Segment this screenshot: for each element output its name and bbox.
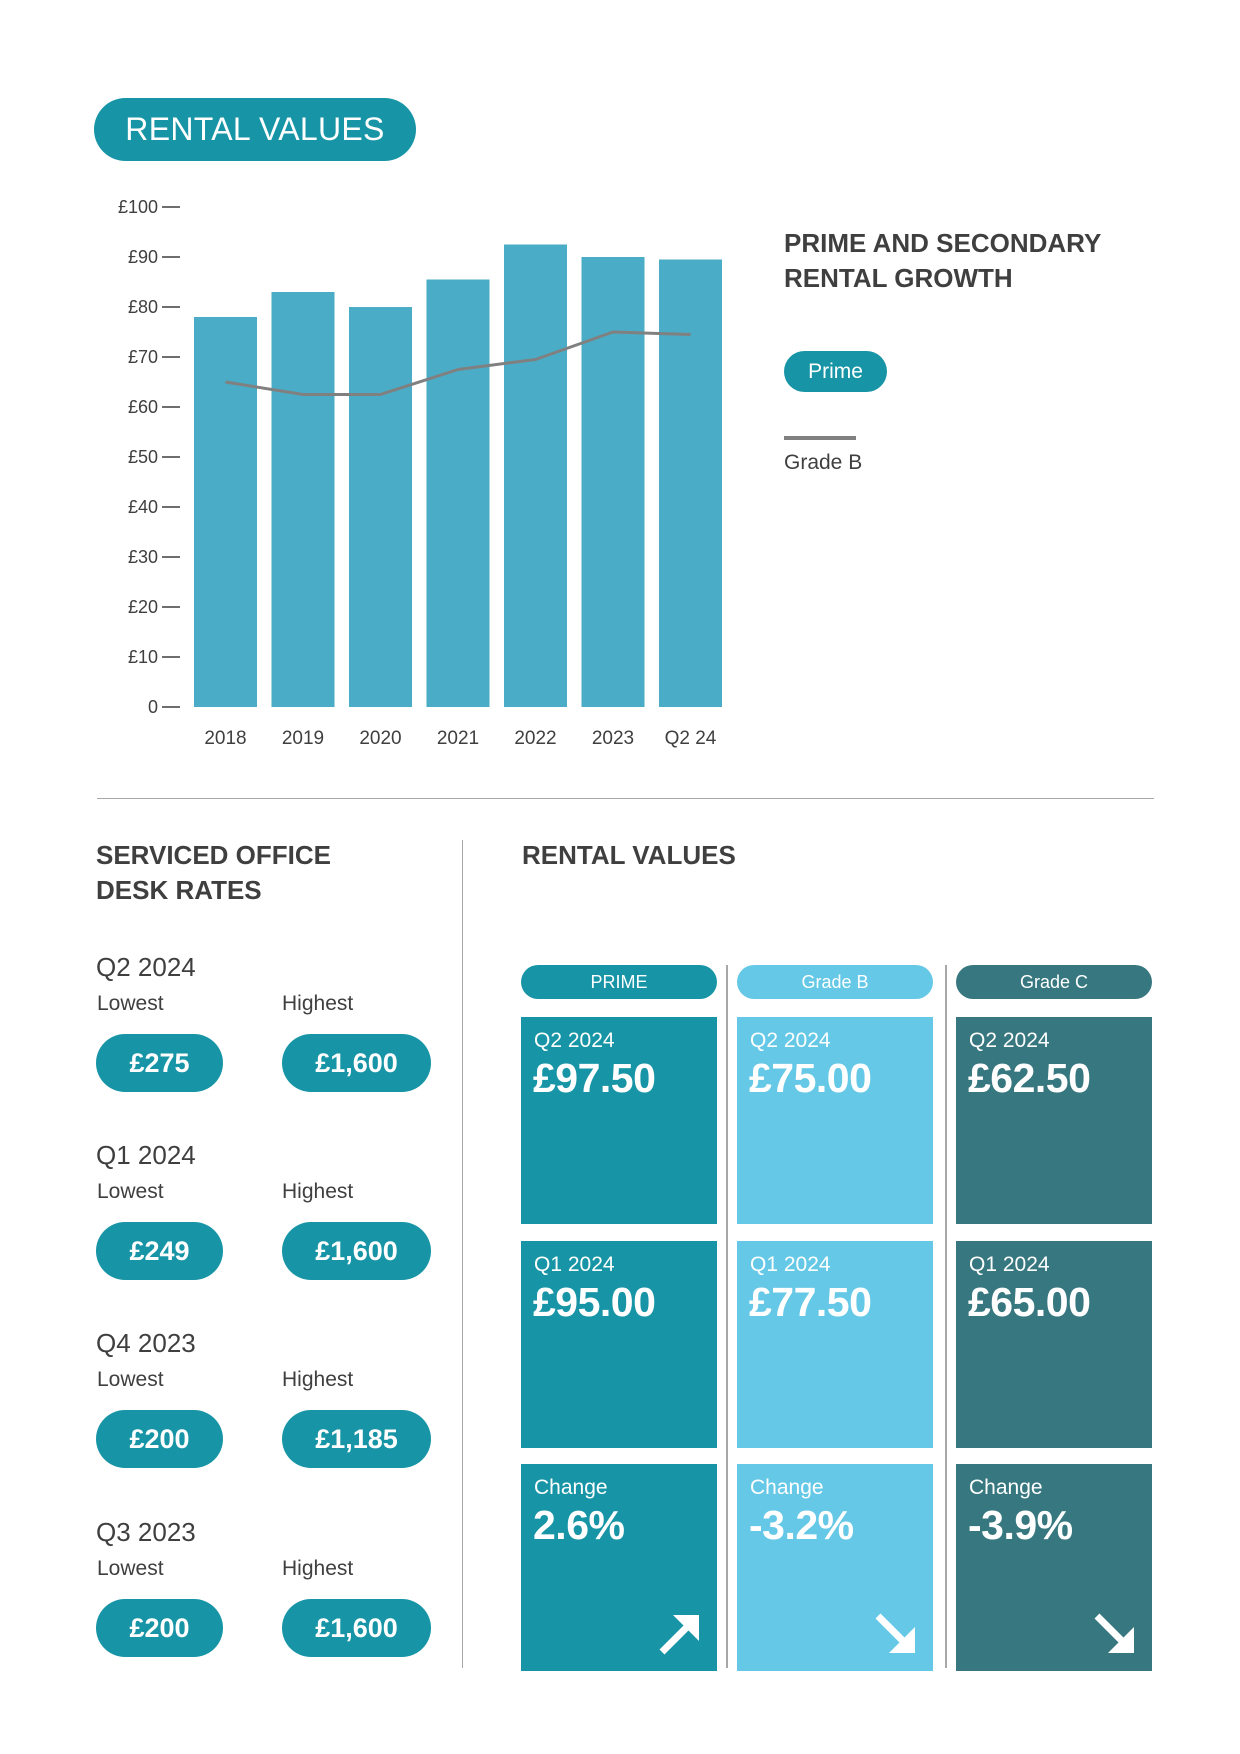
bar-prime bbox=[349, 307, 412, 707]
highest-label: Highest bbox=[282, 1180, 354, 1203]
legend-grade-b-swatch bbox=[784, 436, 856, 440]
x-tick-label: 2023 bbox=[591, 728, 635, 749]
lowest-label: Lowest bbox=[97, 1180, 164, 1203]
grade-c-change-tile bbox=[956, 1464, 1152, 1671]
desk-period: Q2 2024 bbox=[96, 952, 196, 982]
tile-label: Q1 2024 bbox=[969, 1253, 1050, 1276]
x-tick-label: 2020 bbox=[359, 728, 402, 749]
tile-label: Q2 2024 bbox=[750, 1029, 831, 1052]
chart-heading bbox=[784, 226, 1164, 296]
highest-rate-badge: £1,185 bbox=[282, 1410, 431, 1468]
bar-prime bbox=[194, 317, 257, 707]
x-tick-label: 2019 bbox=[281, 728, 325, 749]
tile-label: Q1 2024 bbox=[750, 1253, 831, 1276]
lowest-rate-badge: £249 bbox=[96, 1222, 223, 1280]
tile-label: Change bbox=[969, 1476, 1043, 1499]
desk-period: Q4 2023 bbox=[96, 1328, 196, 1358]
grade-c-q2-2024-tile bbox=[956, 1017, 1152, 1224]
desk-period: Q1 2024 bbox=[96, 1140, 196, 1170]
highest-label: Highest bbox=[282, 1557, 354, 1580]
prime-change-tile bbox=[521, 1464, 717, 1671]
bar-prime bbox=[582, 257, 645, 707]
y-tick-label: £80 bbox=[127, 297, 158, 317]
bar-prime bbox=[272, 292, 335, 707]
desk-period: Q3 2023 bbox=[96, 1517, 196, 1547]
grade-b-q1-2024-tile bbox=[737, 1241, 933, 1448]
y-tick-label: £20 bbox=[127, 597, 158, 617]
y-tick-label: £50 bbox=[127, 447, 158, 467]
tile-value: -3.2% bbox=[749, 1502, 854, 1548]
y-tick-label: £90 bbox=[127, 247, 158, 267]
column-header-prime: PRIME bbox=[521, 965, 717, 999]
tile-value: £75.00 bbox=[749, 1055, 872, 1101]
rental-growth-chart bbox=[0, 0, 760, 770]
legend-prime: Prime bbox=[784, 351, 887, 392]
bar-prime bbox=[504, 245, 567, 708]
tile-value: -3.9% bbox=[968, 1502, 1073, 1548]
chart-heading-line1: PRIME AND SECONDARY bbox=[784, 228, 1102, 258]
prime-q1-2024-tile bbox=[521, 1241, 717, 1448]
serviced-heading-line2: DESK RATES bbox=[96, 875, 262, 905]
lowest-label: Lowest bbox=[97, 1557, 164, 1580]
section-divider bbox=[97, 798, 1154, 799]
grade-b-change-tile bbox=[737, 1464, 933, 1671]
page-title: RENTAL VALUES bbox=[94, 98, 416, 161]
y-tick-label: £70 bbox=[127, 347, 158, 367]
lowest-rate-badge: £275 bbox=[96, 1034, 223, 1092]
tile-value: £65.00 bbox=[968, 1279, 1091, 1325]
desk-rate-group-q2-2024 bbox=[96, 952, 436, 1122]
grade-b-q2-2024-tile bbox=[737, 1017, 933, 1224]
rental-column-separator bbox=[726, 965, 728, 1668]
tile-value: 2.6% bbox=[533, 1502, 625, 1548]
lowest-rate-badge: £200 bbox=[96, 1410, 223, 1468]
highest-label: Highest bbox=[282, 992, 354, 1015]
tile-label: Change bbox=[534, 1476, 608, 1499]
y-tick-label: £40 bbox=[127, 497, 158, 517]
rental-values-heading: RENTAL VALUES bbox=[522, 840, 736, 870]
arrow-down-right-icon bbox=[873, 1611, 919, 1657]
bar-prime bbox=[427, 280, 490, 708]
x-tick-label: Q2 24 bbox=[664, 728, 717, 749]
y-tick-label: 0 bbox=[147, 697, 158, 717]
column-divider bbox=[462, 840, 463, 1668]
tile-value: £95.00 bbox=[533, 1279, 656, 1325]
y-tick-label: £60 bbox=[127, 397, 158, 417]
tile-label: Q2 2024 bbox=[969, 1029, 1050, 1052]
highest-rate-badge: £1,600 bbox=[282, 1599, 431, 1657]
lowest-label: Lowest bbox=[97, 1368, 164, 1391]
highest-label: Highest bbox=[282, 1368, 354, 1391]
arrow-down-right-icon bbox=[1092, 1611, 1138, 1657]
x-tick-label: 2021 bbox=[436, 728, 480, 749]
grade-c-q1-2024-tile bbox=[956, 1241, 1152, 1448]
x-tick-label: 2022 bbox=[514, 728, 557, 749]
lowest-rate-badge: £200 bbox=[96, 1599, 223, 1657]
legend-grade-b: Grade B bbox=[784, 451, 863, 474]
column-header-grade-b: Grade B bbox=[737, 965, 933, 999]
highest-rate-badge: £1,600 bbox=[282, 1222, 431, 1280]
tile-value: £77.50 bbox=[749, 1279, 872, 1325]
tile-label: Change bbox=[750, 1476, 824, 1499]
tile-label: Q1 2024 bbox=[534, 1253, 615, 1276]
arrow-up-right-icon bbox=[657, 1611, 703, 1657]
y-tick-label: £10 bbox=[127, 647, 158, 667]
desk-rate-group-q4-2023 bbox=[96, 1328, 436, 1498]
serviced-heading-line1: SERVICED OFFICE bbox=[96, 840, 332, 870]
y-tick-label: £100 bbox=[117, 197, 158, 217]
chart-heading-line2: RENTAL GROWTH bbox=[784, 263, 1013, 293]
prime-q2-2024-tile bbox=[521, 1017, 717, 1224]
x-tick-label: 2018 bbox=[204, 728, 247, 749]
column-header-grade-c: Grade C bbox=[956, 965, 1152, 999]
serviced-office-heading bbox=[96, 838, 396, 908]
tile-value: £97.50 bbox=[533, 1055, 656, 1101]
desk-rate-group-q1-2024 bbox=[96, 1140, 436, 1310]
bar-prime bbox=[659, 260, 722, 708]
tile-value: £62.50 bbox=[968, 1055, 1091, 1101]
lowest-label: Lowest bbox=[97, 992, 164, 1015]
y-tick-label: £30 bbox=[127, 547, 158, 567]
desk-rate-group-q3-2023 bbox=[96, 1517, 436, 1687]
highest-rate-badge: £1,600 bbox=[282, 1034, 431, 1092]
rental-column-separator bbox=[945, 965, 947, 1668]
tile-label: Q2 2024 bbox=[534, 1029, 615, 1052]
